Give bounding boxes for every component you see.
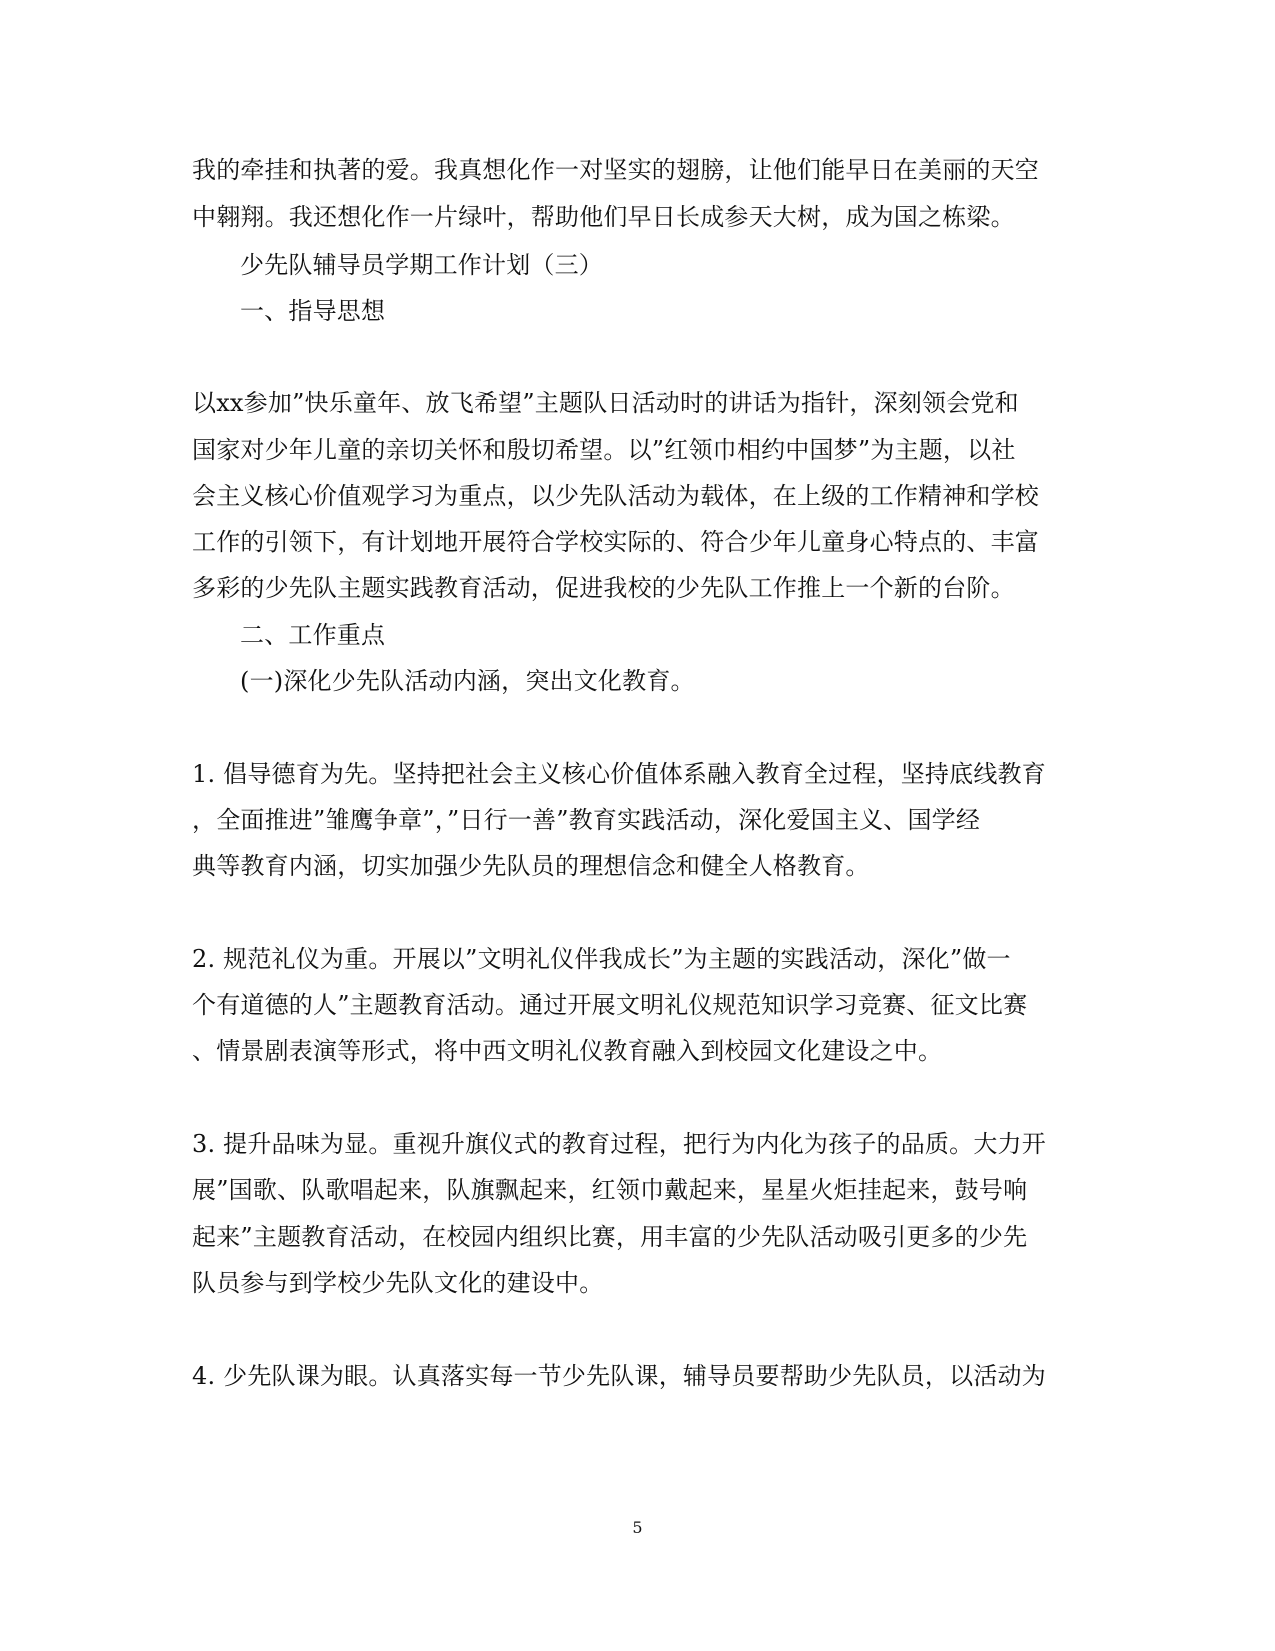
section-heading: 少先队辅导员学期工作计划（三） — [240, 251, 603, 279]
text-line: 2. 规范礼仪为重。开展以”文明礼仪伴我成长”为主题的实践活动，深化”做一 — [192, 945, 1011, 973]
section-heading: 一、指导思想 — [240, 297, 386, 325]
text-line: 国家对少年儿童的亲切关怀和殷切希望。以”红领巾相约中国梦”为主题，以社 — [192, 436, 1016, 464]
text-line: 队员参与到学校少先队文化的建设中。 — [192, 1269, 604, 1297]
text-line: 我的牵挂和执著的爱。我真想化作一对坚实的翅膀，让他们能早日在美丽的天空 — [192, 156, 1039, 184]
text-line: 3. 提升品味为显。重视升旗仪式的教育过程，把行为内化为孩子的品质。大力开 — [192, 1130, 1046, 1158]
page-number: 5 — [632, 1518, 643, 1537]
subsection-heading: (一)深化少先队活动内涵，突出文化教育。 — [240, 667, 695, 695]
text-line: 多彩的少先队主题实践教育活动，促进我校的少先队工作推上一个新的台阶。 — [192, 574, 1015, 602]
text-line: 会主义核心价值观学习为重点，以少先队活动为载体，在上级的工作精神和学校 — [192, 482, 1039, 510]
text-line: 展”国歌、队歌唱起来，队旗飘起来，红领巾戴起来，星星火炬挂起来，鼓号响 — [192, 1176, 1028, 1204]
text-line: 个有道德的人”主题教育活动。通过开展文明礼仪规范知识学习竞赛、征文比赛 — [192, 991, 1028, 1019]
section-heading: 二、工作重点 — [240, 621, 386, 649]
text-line: 典等教育内涵，切实加强少先队员的理想信念和健全人格教育。 — [192, 852, 870, 880]
text-line: 起来”主题教育活动，在校园内组织比赛，用丰富的少先队活动吸引更多的少先 — [192, 1223, 1028, 1251]
text-line: 1. 倡导德育为先。坚持把社会主义核心价值体系融入教育全过程，坚持底线教育 — [192, 760, 1046, 788]
text-line: 、情景剧表演等形式，将中西文明礼仪教育融入到校园文化建设之中。 — [192, 1037, 943, 1065]
text-line: 以xx参加”快乐童年、放飞希望”主题队日活动时的讲话为指针，深刻领会党和 — [192, 389, 1019, 417]
text-line: 4. 少先队课为眼。认真落实每一节少先队课，辅导员要帮助少先队员，以活动为 — [192, 1362, 1046, 1390]
text-line: ，全面推进”雏鹰争章”，”日行一善”教育实践活动，深化爱国主义、国学经 — [192, 806, 981, 834]
text-line: 中翱翔。我还想化作一片绿叶，帮助他们早日长成参天大树，成为国之栋梁。 — [192, 203, 1015, 231]
text-line: 工作的引领下，有计划地开展符合学校实际的、符合少年儿童身心特点的、丰富 — [192, 528, 1039, 556]
